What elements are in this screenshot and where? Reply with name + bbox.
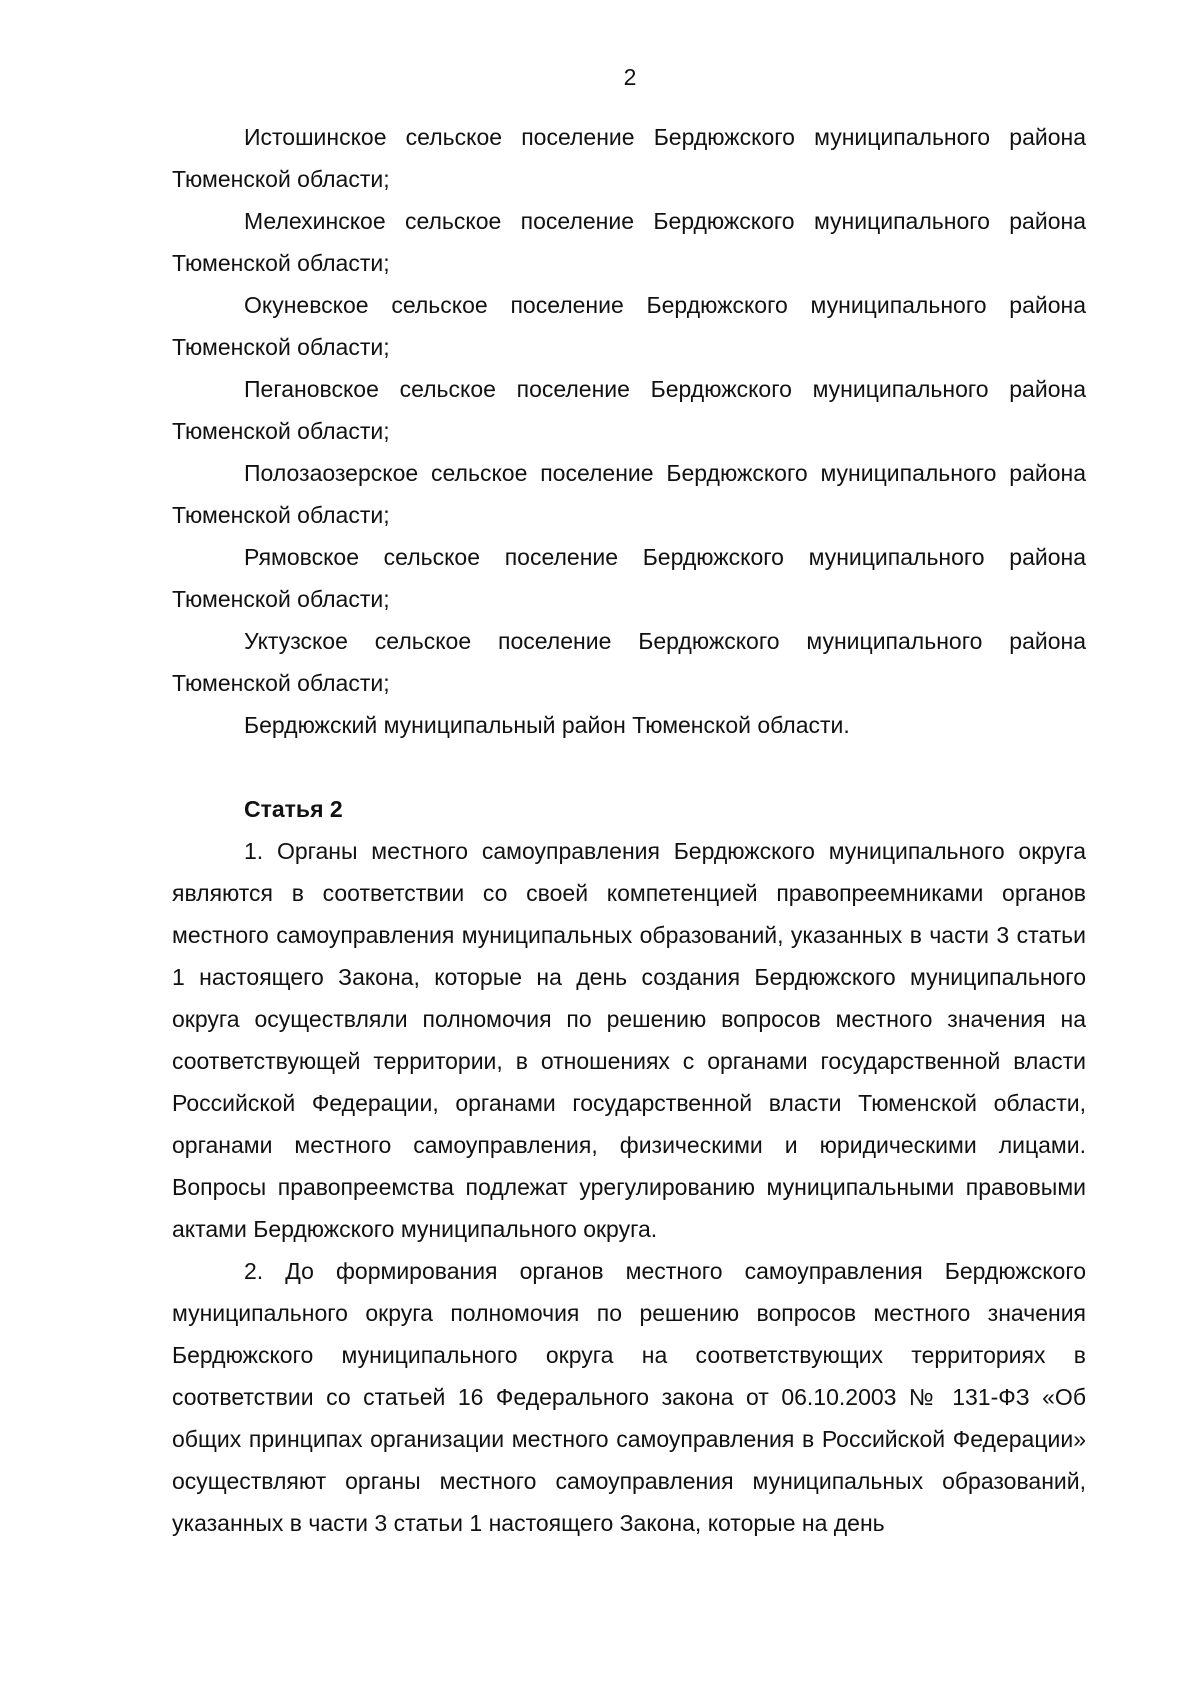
document-body <box>172 116 1086 1544</box>
page-number: 2 <box>623 64 637 90</box>
settlement-item: Окуневское сельское поселение Бердюжского муниципального района Тюменской области; <box>172 292 1086 360</box>
settlement-item: Истошинское сельское поселение Бердюжского муниципального района Тюменской области; <box>172 124 1086 192</box>
article-paragraph: 2. До формирования органов местного самоуправления Бердюжского муниципального округа полномочия по решению вопросов местного значения Бердюжского муниципального округа на соответствующих территориях в соответствии со статьей 16 Федерального закона от 06.10.2003 № 131-ФЗ «Об общих принципах организации местного самоуправления в Российской Федерации» осуществляют органы местного самоуправления муниципальных образований, указанных в части 3 статьи 1 настоящего Закона, которые на день <box>172 1258 1086 1536</box>
settlement-item: Бердюжский муниципальный район Тюменской области. <box>244 712 850 738</box>
settlement-item: Полозаозерское сельское поселение Бердюжского муниципального района Тюменской области; <box>172 460 1086 528</box>
settlement-item: Пегановское сельское поселение Бердюжского муниципального района Тюменской области; <box>172 376 1086 444</box>
article-section <box>172 788 1086 1544</box>
settlement-item: Мелехинское сельское поселение Бердюжского муниципального района Тюменской области; <box>172 208 1086 276</box>
article-heading: Статья 2 <box>244 796 343 822</box>
settlement-list <box>172 116 1086 746</box>
settlement-item: Уктузское сельское поселение Бердюжского муниципального района Тюменской области; <box>172 628 1086 696</box>
settlement-item: Рямовское сельское поселение Бердюжского муниципального района Тюменской области; <box>172 544 1086 612</box>
article-paragraph: 1. Органы местного самоуправления Бердюжского муниципального округа являются в соответствии со своей компетенцией правопреемниками органов местного самоуправления муниципальных образований, указанных в части 3 статьи 1 настоящего Закона, которые на день создания Бердюжского муниципального округа осуществляли полномочия по решению вопросов местного значения на соответствующей территории, в отношениях с органами государственной власти Российской Федерации, органами государственной власти Тюменской области, органами местного самоуправления, физическими и юридическими лицами. Вопросы правопреемства подлежат урегулированию муниципальными правовыми актами Бердюжского муниципального округа. <box>172 838 1086 1242</box>
